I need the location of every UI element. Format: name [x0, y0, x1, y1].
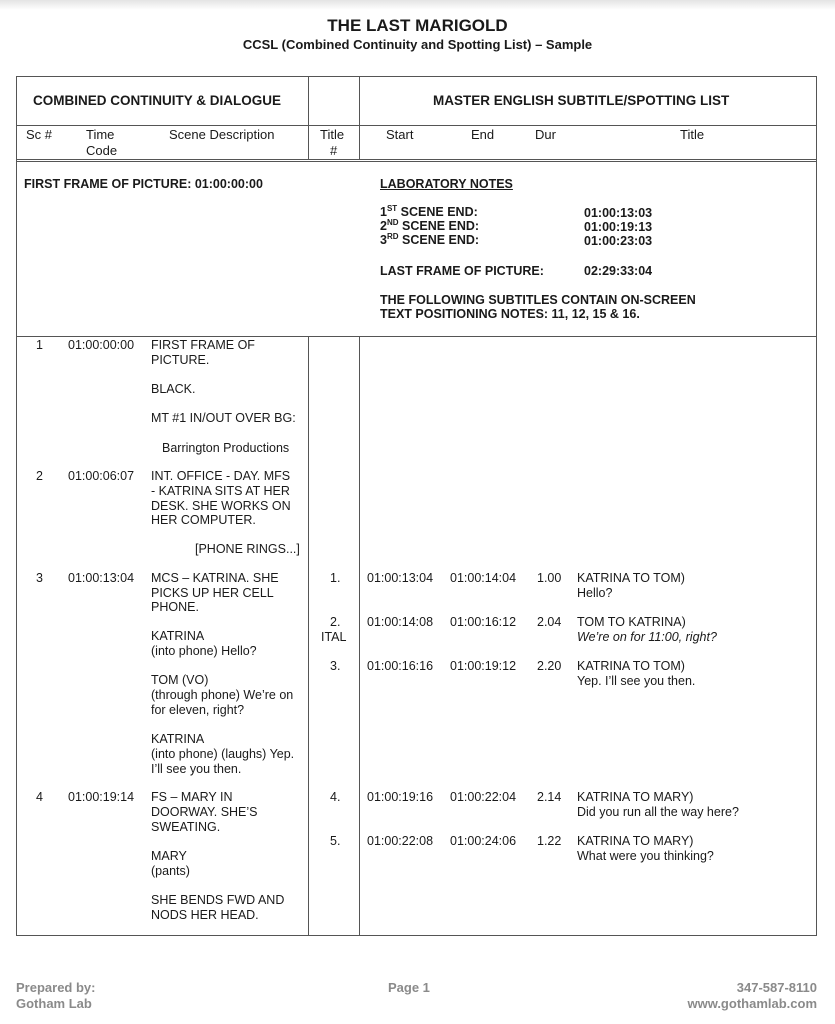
scene-timecode: 01:00:19:14	[68, 790, 135, 804]
last-frame-timecode: 02:29:33:04	[584, 264, 653, 278]
subtitle-duration: 2.14	[537, 790, 562, 804]
footer-page-number: Page 1	[388, 980, 430, 995]
scene-end-3-timecode: 01:00:23:03	[584, 234, 653, 248]
first-frame-note: FIRST FRAME OF PICTURE: 01:00:00:00	[24, 177, 263, 191]
col-header-title: Title	[680, 127, 705, 142]
scene-timecode: 01:00:06:07	[68, 469, 135, 483]
scene-desc-line: (into phone) (laughs) Yep.	[151, 747, 295, 761]
scene-desc-line: HER COMPUTER.	[151, 513, 256, 527]
scene-desc-line: (pants)	[151, 864, 190, 878]
lab-notes-heading: LABORATORY NOTES	[380, 177, 513, 191]
scene-desc-line: - KATRINA SITS AT HER	[151, 484, 290, 498]
col-header-end: End	[471, 127, 495, 142]
subtitle-start: 01:00:16:16	[367, 659, 434, 673]
scene-desc-line: MT #1 IN/OUT OVER BG:	[151, 411, 296, 425]
scene-desc-line: PHONE.	[151, 600, 199, 614]
scene-desc-line: FIRST FRAME OF	[151, 338, 255, 352]
scene-desc-line: I’ll see you then.	[151, 762, 242, 776]
scene-timecode: 01:00:00:00	[68, 338, 135, 352]
subtitle-speaker: KATRINA TO TOM)	[577, 659, 685, 673]
scene-desc-line: for eleven, right?	[151, 703, 245, 717]
footer-prepared-by: Gotham Lab	[16, 996, 92, 1011]
subtitle-duration: 1.22	[537, 834, 562, 848]
scene-end-3-label: 3RD SCENE END:	[380, 231, 480, 247]
scene-desc-line: FS – MARY IN	[151, 790, 233, 804]
subtitle-number: 5.	[330, 834, 341, 848]
subtitle-number: 2.	[330, 615, 341, 629]
scene-end-2-label: 2ND SCENE END:	[380, 217, 480, 233]
last-frame-label: LAST FRAME OF PICTURE:	[380, 264, 544, 278]
subtitle-text: Did you run all the way here?	[577, 805, 739, 819]
positioning-note-line-2: TEXT POSITIONING NOTES: 11, 12, 15 & 16.	[380, 307, 640, 321]
subtitle-end: 01:00:24:06	[450, 834, 517, 848]
col-header-timecode-1: Time	[86, 127, 115, 142]
scene-number: 2	[36, 469, 43, 483]
scene-end-1-timecode: 01:00:13:03	[584, 206, 653, 220]
subtitle-start: 01:00:22:08	[367, 834, 434, 848]
col-header-sc: Sc #	[26, 127, 53, 142]
subtitle-end: 01:00:16:12	[450, 615, 517, 629]
subtitle-start: 01:00:19:16	[367, 790, 434, 804]
col-header-timecode-2: Code	[86, 143, 118, 158]
subtitle-text: Yep. I’ll see you then.	[577, 674, 696, 688]
scene-desc-line: NODS HER HEAD.	[151, 908, 259, 922]
subtitle-text: What were you thinking?	[577, 849, 714, 863]
scene-desc-line: INT. OFFICE - DAY. MFS	[151, 469, 291, 483]
subtitle-number: 4.	[330, 790, 341, 804]
left-section-header: COMBINED CONTINUITY & DIALOGUE	[33, 93, 282, 108]
subtitle-duration: 2.04	[537, 615, 562, 629]
subtitle-speaker: KATRINA TO MARY)	[577, 790, 694, 804]
scene-desc-line: Barrington Productions	[162, 441, 290, 455]
scene-desc-line: KATRINA	[151, 732, 205, 746]
col-header-title-num-2: #	[330, 143, 338, 158]
subtitle-style-note: ITAL	[321, 630, 347, 644]
col-header-dur: Dur	[535, 127, 556, 142]
subtitle-start: 01:00:13:04	[367, 571, 434, 585]
footer-prepared-label: Prepared by:	[16, 980, 96, 995]
scene-end-2-timecode: 01:00:19:13	[584, 220, 653, 234]
scene-desc-line: MCS – KATRINA. SHE	[151, 571, 279, 585]
subtitle-speaker: KATRINA TO MARY)	[577, 834, 694, 848]
scene-desc-line: PICTURE.	[151, 353, 210, 367]
subtitle-end: 01:00:14:04	[450, 571, 517, 585]
scene-number: 4	[36, 790, 43, 804]
subtitle-speaker: TOM TO KATRINA)	[577, 615, 686, 629]
subtitle-duration: 2.20	[537, 659, 562, 673]
document-subtitle: CCSL (Combined Continuity and Spotting List) – Sample	[242, 37, 593, 52]
subtitle-number: 3.	[330, 659, 341, 673]
scene-desc-line: DESK. SHE WORKS ON	[151, 499, 291, 513]
subtitle-text: Hello?	[577, 586, 613, 600]
footer-phone: 347-587-8110	[736, 980, 817, 995]
scene-desc-line: [PHONE RINGS...]	[195, 542, 300, 556]
col-header-start: Start	[386, 127, 414, 142]
subtitle-end: 01:00:19:12	[450, 659, 517, 673]
col-header-title-num-1: Title	[320, 127, 345, 142]
scene-desc-line: PICKS UP HER CELL	[151, 586, 274, 600]
scene-desc-line: TOM (VO)	[151, 673, 209, 687]
subtitle-number: 1.	[330, 571, 341, 585]
scene-end-1-label: 1ST SCENE END:	[380, 203, 478, 219]
col-header-scene-description: Scene Description	[169, 127, 275, 142]
footer-website-link[interactable]: www.gothamlab.com	[687, 996, 817, 1011]
scene-desc-line: KATRINA	[151, 629, 205, 643]
scene-desc-line: BLACK.	[151, 382, 196, 396]
subtitle-text: We’re on for 11:00, right?	[577, 630, 717, 644]
scene-desc-line: (through phone) We’re on	[151, 688, 294, 702]
scene-desc-line: SWEATING.	[151, 820, 221, 834]
scene-number: 1	[36, 338, 43, 352]
scene-desc-line: DOORWAY. SHE’S	[151, 805, 258, 819]
scene-timecode: 01:00:13:04	[68, 571, 135, 585]
window-top-shade	[0, 0, 835, 10]
subtitle-end: 01:00:22:04	[450, 790, 517, 804]
document-title: THE LAST MARIGOLD	[327, 16, 508, 35]
right-section-header: MASTER ENGLISH SUBTITLE/SPOTTING LIST	[433, 93, 730, 108]
positioning-note-line-1: THE FOLLOWING SUBTITLES CONTAIN ON-SCREEN	[380, 293, 696, 307]
subtitle-start: 01:00:14:08	[367, 615, 434, 629]
scene-number: 3	[36, 571, 43, 585]
scene-desc-line: MARY	[151, 849, 187, 863]
scene-desc-line: SHE BENDS FWD AND	[151, 893, 285, 907]
subtitle-speaker: KATRINA TO TOM)	[577, 571, 685, 585]
subtitle-duration: 1.00	[537, 571, 562, 585]
scene-desc-line: (into phone) Hello?	[151, 644, 257, 658]
